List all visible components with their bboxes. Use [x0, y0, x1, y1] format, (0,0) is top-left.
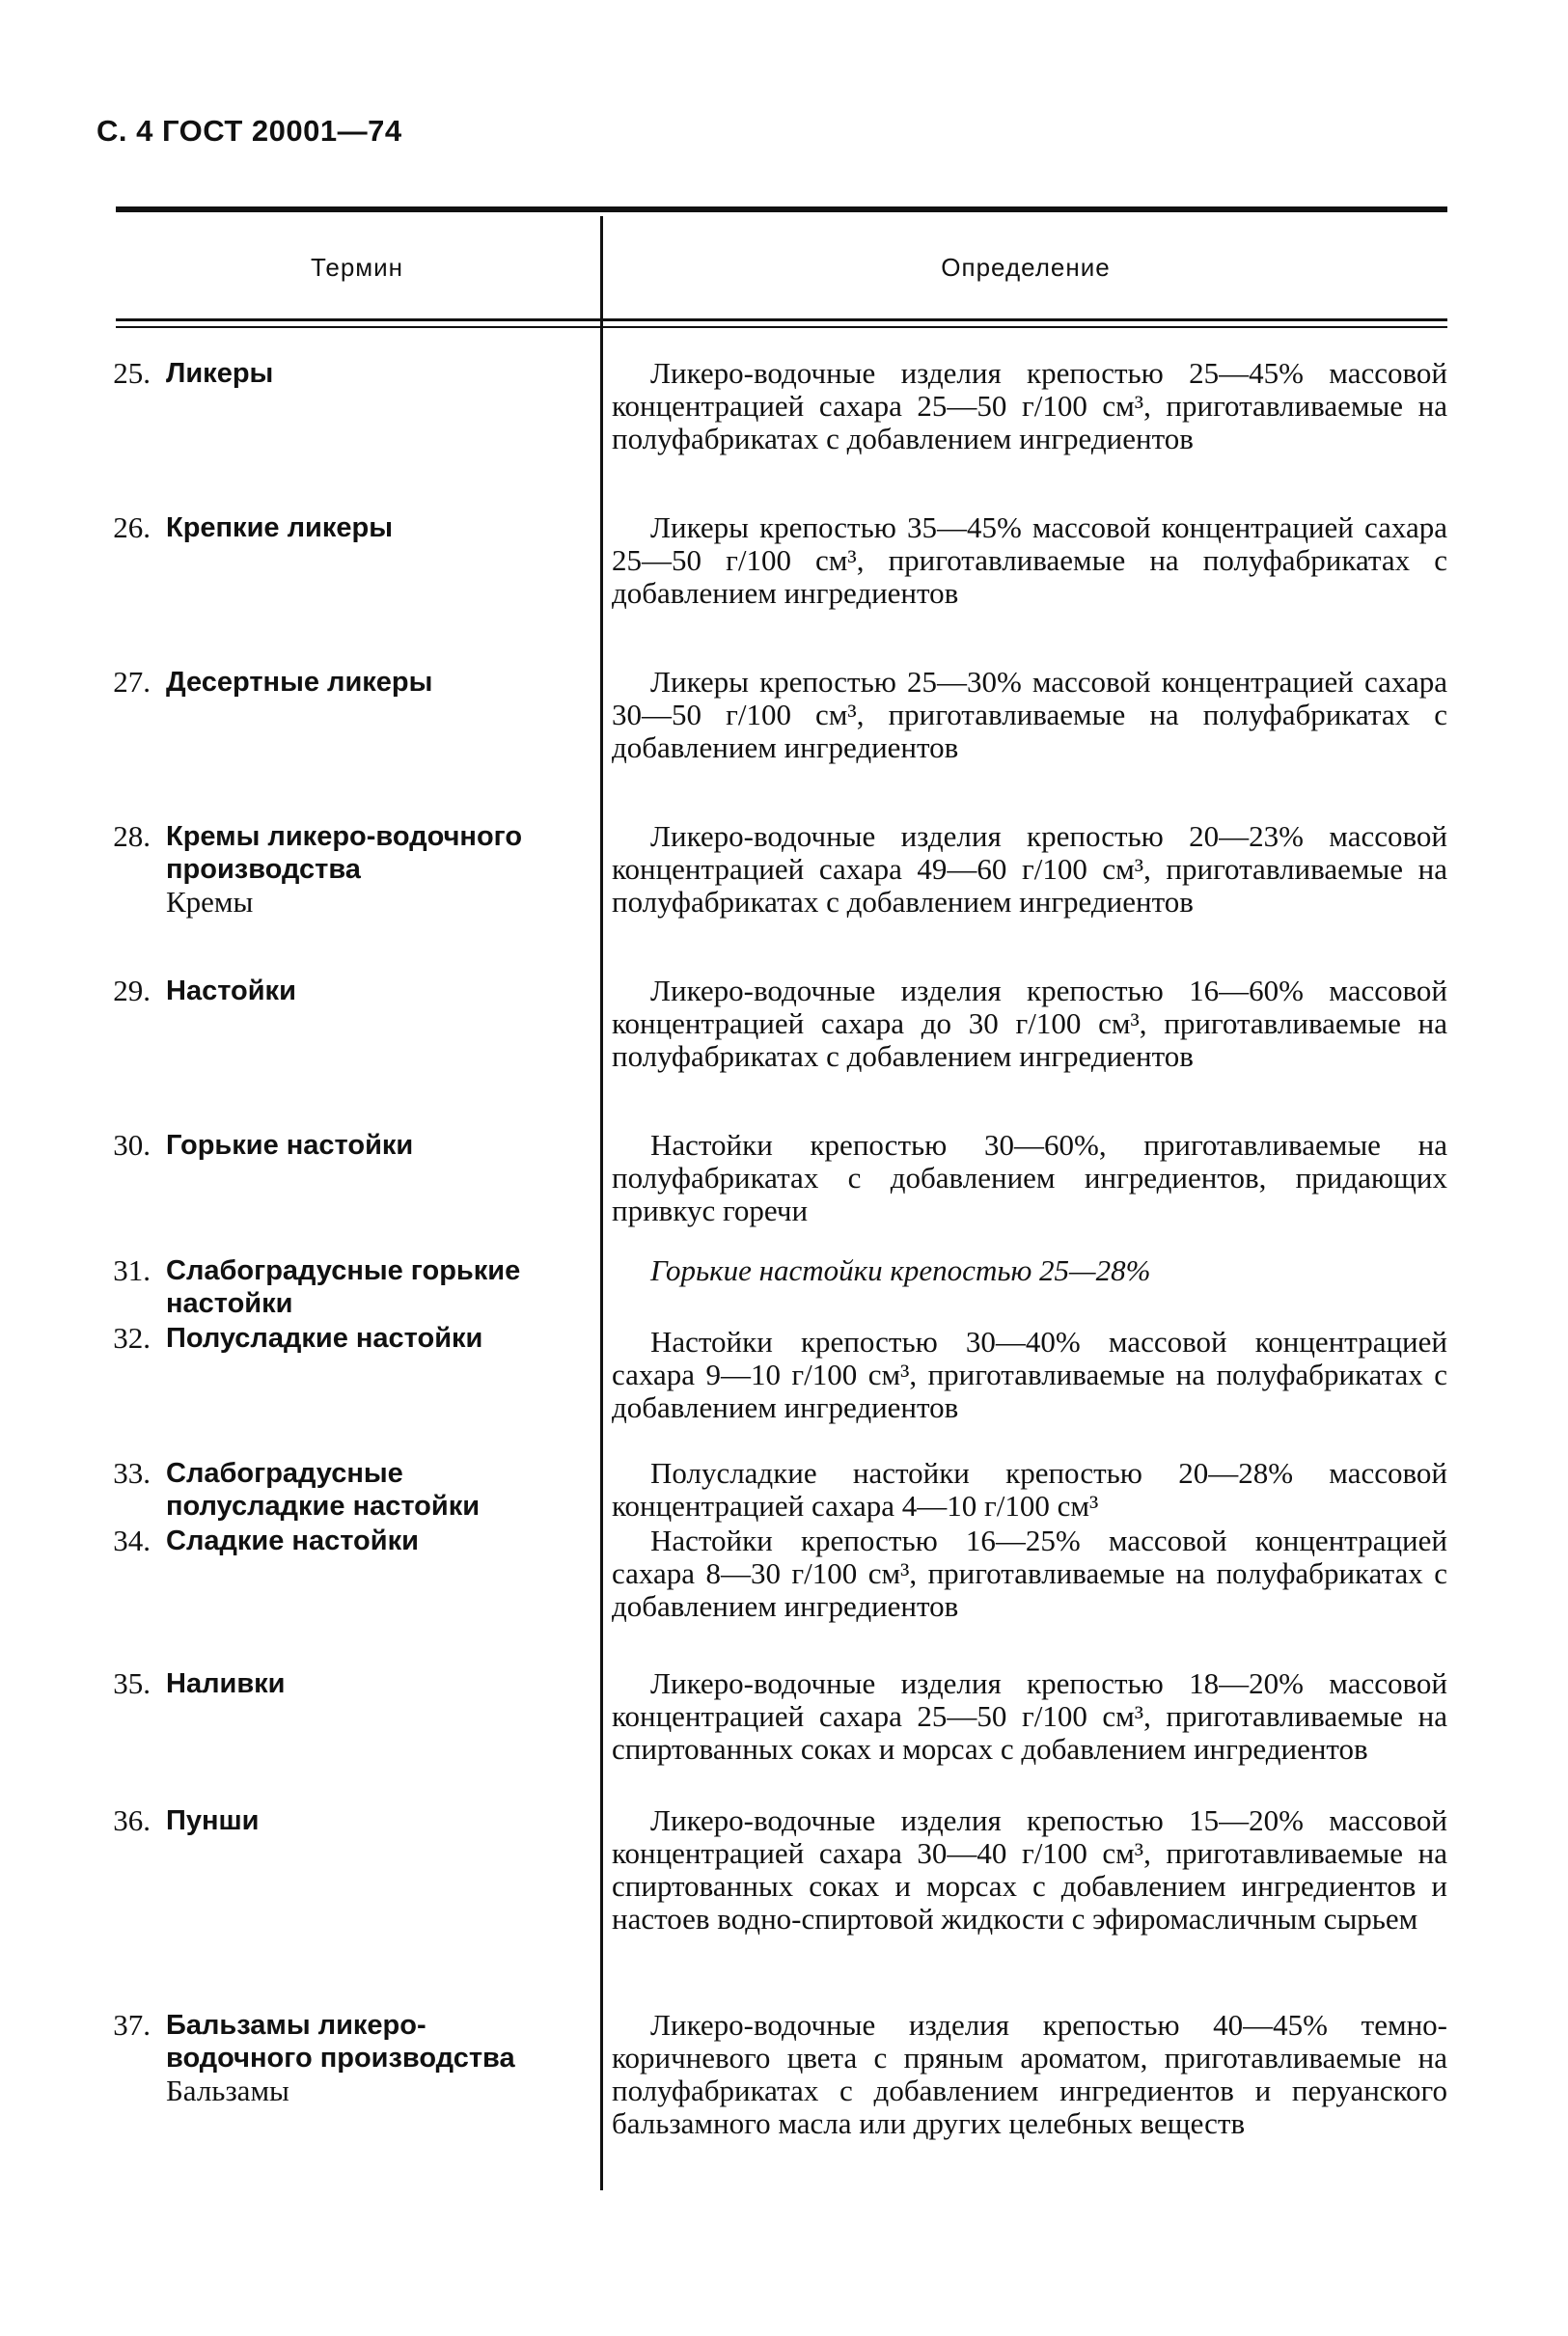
- term-number: 27.: [113, 665, 151, 699]
- term-name: Бальзамы ликеро-водочного производства Бальзамы: [166, 2009, 571, 2107]
- page-header: С. 4 ГОСТ 20001—74: [96, 114, 402, 148]
- definition-cell: Ликеро-водочные изделия крепостью 40—45% темно-коричневого цвета с пряным ароматом, приготавливаемые на полуфабрикатах с добавлением ингредиентов и перуанского бальзамного масла или других целебных веществ: [612, 2008, 1447, 2140]
- definition-cell: Настойки крепостью 30—60%, приготавливаемые на полуфабрикатах с добавлением ингредиентов, придающих привкус горечи: [612, 1128, 1447, 1227]
- definition-cell: Ликеры крепостью 35—45% массовой концентрацией сахара 25—50 г/100 см³, приготавливаемые на полуфабрикатах с добавлением ингредиентов: [612, 510, 1447, 610]
- term-number: 28.: [113, 819, 151, 853]
- term-name: Пунши: [166, 1805, 260, 1836]
- term-synonym: Кремы: [166, 885, 254, 919]
- definition-cell: Ликеро-водочные изделия крепостью 16—60% массовой концентрацией сахара до 30 г/100 см³, приготавливаемые на полуфабрикатах с добавлением ингредиентов: [612, 974, 1447, 1073]
- term-number: 29.: [113, 974, 151, 1007]
- term-name: Наливки: [166, 1668, 286, 1699]
- definition-cell: Ликеро-водочные изделия крепостью 18—20% массовой концентрацией сахара 25—50 г/100 см³, приготавливаемые на спиртованных соках и морсах с добавлением ингредиентов: [612, 1666, 1447, 1766]
- term-name: Полусладкие настойки: [166, 1323, 483, 1354]
- term-number: 34.: [113, 1524, 151, 1557]
- term-name: Десертные ликеры: [166, 667, 433, 698]
- term-number: 35.: [113, 1666, 151, 1700]
- column-header-term: Термин: [310, 253, 404, 282]
- term-name: Слабоградусные полусладкие настойки: [166, 1458, 481, 1522]
- term-name: Горькие настойки: [166, 1130, 414, 1161]
- header-rule: [116, 318, 1447, 321]
- definition-cell: Полусладкие настойки крепостью 20—28% массовой концентрацией сахара 4—10 г/100 см³: [612, 1456, 1447, 1523]
- definition-cell: Ликеры крепостью 25—30% массовой концентрацией сахара 30—50 г/100 см³, приготавливаемые на полуфабрикатах с добавлением ингредиентов: [612, 665, 1447, 764]
- term-name: Сладкие настойки: [166, 1525, 419, 1556]
- header-rule-double: [116, 326, 1447, 328]
- table-top-rule: [116, 206, 1447, 212]
- term-number: 30.: [113, 1128, 151, 1162]
- term-number: 31.: [113, 1253, 151, 1287]
- term-name: Крепкие ликеры: [166, 512, 393, 543]
- term-number: 37.: [113, 2008, 151, 2042]
- term-name: Слабоградусные горькие настойки: [166, 1255, 521, 1319]
- definition-cell: Ликеро-водочные изделия крепостью 15—20% массовой концентрацией сахара 30—40 г/100 см³, приготавливаемые на спиртованных соках и морсах с добавлением ингредиентов и настоев водно-спиртовой жидкости с эфиромасличным сырьем: [612, 1803, 1447, 1936]
- term-synonym: Бальзамы: [166, 2074, 289, 2107]
- definition-cell: Горькие настойки крепостью 25—28%: [650, 1253, 1151, 1287]
- term-name: Ликеры: [166, 358, 274, 389]
- definition-cell: Настойки крепостью 16—25% массовой концентрацией сахара 8—30 г/100 см³, приготавливаемые на полуфабрикатах с добавлением ингредиентов: [612, 1524, 1447, 1623]
- definition-cell: Настойки крепостью 30—40% массовой концентрацией сахара 9—10 г/100 см³, приготавливаемые на полуфабрикатах с добавлением ингредиентов: [612, 1325, 1447, 1424]
- term-number: 32.: [113, 1321, 151, 1355]
- definition-cell: Ликеро-водочные изделия крепостью 25—45% массовой концентрацией сахара 25—50 г/100 см³, приготавливаемые на полуфабрикатах с добавлением ингредиентов: [612, 356, 1447, 455]
- term-number: 26.: [113, 510, 151, 544]
- term-name: Кремы ликеро-водочного производства Кремы: [166, 820, 562, 919]
- term-number: 36.: [113, 1803, 151, 1837]
- column-header-definition: Определение: [941, 253, 1111, 282]
- term-number: 33.: [113, 1456, 151, 1490]
- term-number: 25.: [113, 356, 151, 390]
- term-name: Настойки: [166, 976, 296, 1006]
- definition-cell: Ликеро-водочные изделия крепостью 20—23% массовой концентрацией сахара 49—60 г/100 см³, приготавливаемые на полуфабрикатах с добавлением ингредиентов: [612, 819, 1447, 919]
